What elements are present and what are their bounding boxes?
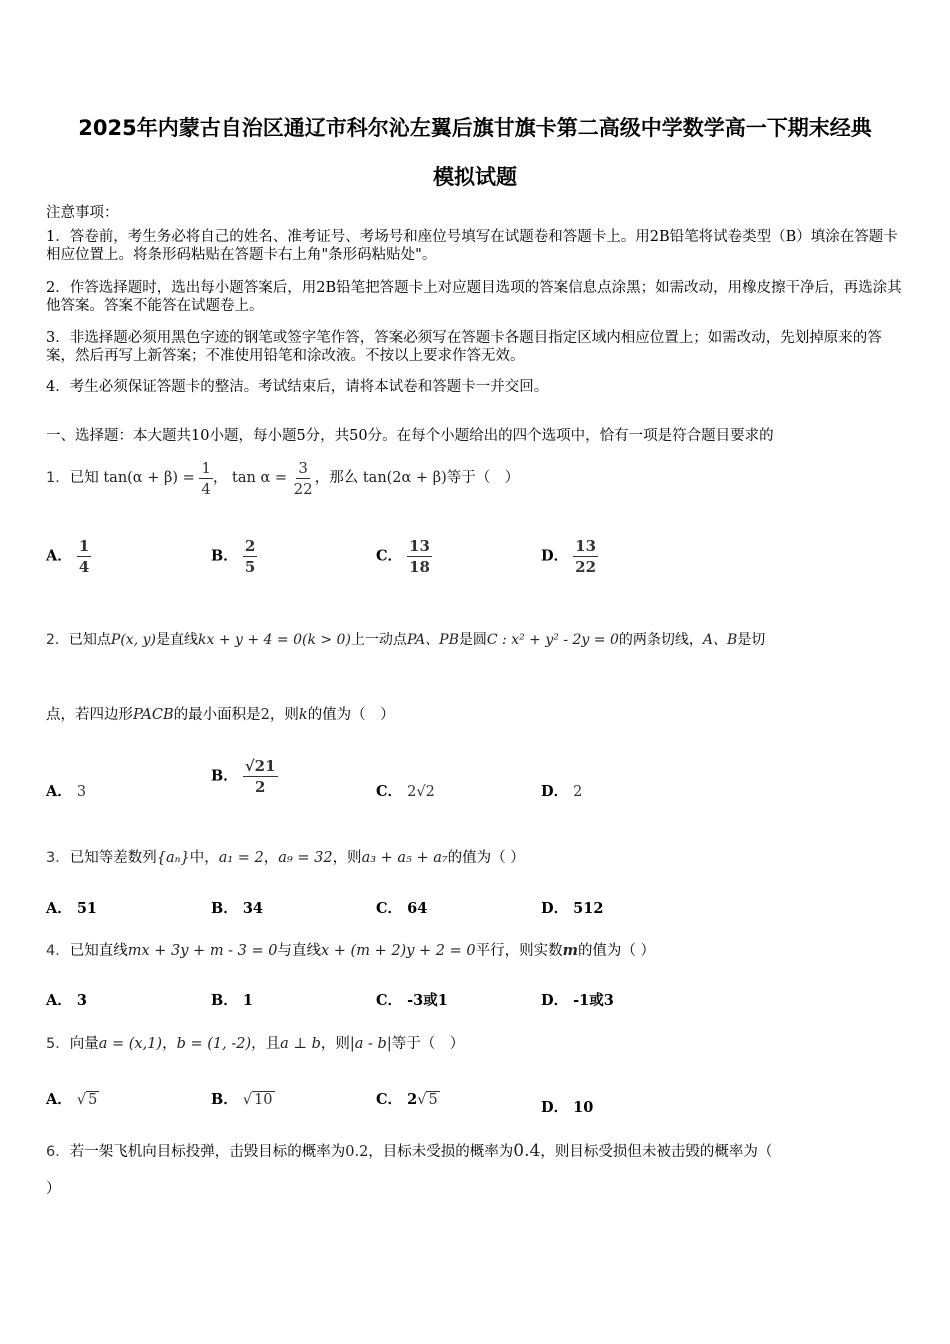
math-expression: mx + 3y + m - 3 = 0 <box>127 943 278 959</box>
math-expression: a ⊥ b <box>280 1036 321 1052</box>
math-expression: tan(2α + β) <box>362 470 447 486</box>
q4-option-d[interactable] <box>541 989 614 1010</box>
fraction-numerator: 13 <box>409 537 430 555</box>
option-value: 2 <box>573 784 583 800</box>
question-text: 的最小面积是 <box>173 707 261 723</box>
question-text: 是直线 <box>155 632 198 648</box>
q3-option-d[interactable] <box>541 897 603 918</box>
question-text: 的值为（ ） <box>447 850 525 866</box>
question-text: 已知直线 <box>69 943 128 959</box>
question-6 <box>46 1142 772 1161</box>
option-value: 512 <box>573 900 604 917</box>
exam-title-line2: 模拟试题 <box>433 165 517 189</box>
q1-option-b[interactable] <box>211 536 257 577</box>
question-text: 与直线 <box>277 943 321 959</box>
notice-item-4: 4．考生必须保证答题卡的整洁。考试结束后，请将本试卷和答题卡一并交回。 <box>46 379 549 395</box>
option-value: -3或1 <box>407 992 448 1009</box>
q4-option-a[interactable] <box>46 989 87 1010</box>
question-text: ，则目标受损但未被击毁的概率为（ <box>540 1144 773 1160</box>
question-text: 的两条切线， <box>618 632 703 648</box>
fraction-denominator: 18 <box>409 558 430 576</box>
fraction <box>77 536 91 577</box>
math-expression: 2 <box>260 707 270 723</box>
fraction <box>292 458 315 499</box>
q1-option-a[interactable] <box>46 536 91 577</box>
fraction-denominator: 22 <box>293 479 313 498</box>
q5-option-c[interactable] <box>376 1088 440 1109</box>
math-expression: a₃ + a₅ + a₇ <box>361 850 448 866</box>
option-letter: A． <box>46 900 72 917</box>
sqrt-symbol: √ <box>76 1092 87 1108</box>
fraction-numerator: √21 <box>244 757 276 775</box>
q2-option-b[interactable] <box>211 756 278 797</box>
fraction-denominator: 22 <box>575 558 597 576</box>
option-value: 10 <box>254 1092 273 1108</box>
math-expression: {aₙ} <box>156 850 190 866</box>
option-letter: C． <box>376 547 403 565</box>
option-letter: D． <box>541 547 569 565</box>
math-expression: k <box>298 707 308 723</box>
math-expression: x + (m + 2)y + 2 = 0 <box>321 943 476 959</box>
option-letter: A． <box>46 783 72 800</box>
question-4 <box>46 942 655 960</box>
question-number: 2． <box>46 632 69 648</box>
question-text: 等于（ ） <box>446 470 520 486</box>
option-value: 10 <box>573 1099 594 1116</box>
question-text: 上一动点 <box>350 632 407 648</box>
math-expression: a₁ = 2 <box>218 850 264 866</box>
option-value: 51 <box>76 900 98 917</box>
q4-option-c[interactable] <box>376 989 448 1010</box>
math-expression: PACB <box>133 707 174 723</box>
option-value: 5 <box>428 1092 438 1108</box>
question-text: 已知点 <box>68 632 111 648</box>
option-letter: C． <box>376 992 403 1009</box>
option-letter: B． <box>211 900 238 917</box>
math-expression: a₉ = 32 <box>278 850 333 866</box>
question-5 <box>46 1035 464 1053</box>
q3-option-b[interactable] <box>211 897 263 918</box>
option-value: 3 <box>76 784 87 800</box>
sqrt-symbol: √ <box>242 1092 253 1108</box>
math-expression: m <box>562 942 578 959</box>
option-value: 2√2 <box>407 784 435 800</box>
question-number: 5． <box>46 1036 70 1052</box>
fraction-denominator: 4 <box>201 479 211 498</box>
math-expression: a = (x,1) <box>98 1036 163 1052</box>
option-letter: A． <box>46 1091 72 1108</box>
fraction <box>243 756 278 797</box>
question-number: 6． <box>46 1144 70 1160</box>
question-6-line2: ） <box>46 1181 61 1197</box>
option-value: 3 <box>76 992 87 1009</box>
math-expression: tan α = <box>232 470 288 486</box>
notice-item-3: 3．非选择题必须用黑色字迹的钢笔或签字笔作答，答案必须写在答题卡各题目指定区域内相应位置上；如需改动，先划掉原来的答案，然后再写上新答案；不准使用铅笔和涂改液。不按以上要求作答无效。 <box>46 330 882 364</box>
sqrt-symbol: √ <box>417 1092 427 1108</box>
option-value: 1 <box>242 992 253 1009</box>
option-letter: D． <box>541 1099 569 1116</box>
option-coefficient: 2 <box>407 1091 418 1108</box>
question-number: 4． <box>46 943 70 959</box>
option-letter: B． <box>211 767 238 785</box>
question-text: 向量 <box>69 1036 99 1052</box>
question-2-line2 <box>46 706 395 724</box>
exam-title-line1: 2025年内蒙古自治区通辽市科尔沁左翼后旗甘旗卡第二高级中学数学高一下期末经典 <box>78 116 872 140</box>
fraction <box>407 536 432 577</box>
question-text: 的值为（ ） <box>307 707 395 723</box>
q1-option-c[interactable] <box>376 536 432 577</box>
math-expression: C : x² + y² - 2y = 0 <box>486 632 619 648</box>
section-heading: 一、选择题：本大题共10小题，每小题5分，共50分。在每个小题给出的四个选项中，恰有一项是符合题目要求的 <box>46 428 774 444</box>
math-expression: b = (1, -2) <box>176 1036 252 1052</box>
option-value: 64 <box>407 900 428 917</box>
math-expression: tan(α + β) = <box>103 470 195 486</box>
fraction <box>243 536 257 577</box>
option-value: -1或3 <box>573 992 614 1009</box>
math-expression: P(x, y) <box>110 632 156 648</box>
fraction-numerator: 1 <box>78 537 90 555</box>
question-1 <box>46 456 519 500</box>
fraction-numerator: 3 <box>298 458 308 477</box>
question-text: ，则 <box>332 850 362 866</box>
question-text: 中， <box>189 850 219 866</box>
question-text: 平行，则实数 <box>475 943 563 959</box>
q5-option-b[interactable] <box>211 1088 275 1109</box>
question-text: 是圆 <box>458 632 487 648</box>
question-text: 若一架飞机向目标投弹，击毁目标的概率为 <box>69 1144 346 1160</box>
fraction-numerator: 13 <box>575 537 597 555</box>
option-value: 5 <box>88 1092 98 1108</box>
fraction-denominator: 4 <box>78 558 90 576</box>
notice-item-2: 2．作答选择题时，选出每小题答案后，用2B铅笔把答题卡上对应题目选项的答案信息点涂黑；如需改动，用橡皮擦干净后，再选涂其他答案。答案不能答在试题卷上。 <box>46 280 902 314</box>
question-3 <box>46 849 525 867</box>
question-text: ，则 <box>269 707 299 723</box>
question-text: ，且 <box>251 1036 281 1052</box>
option-letter: C． <box>376 783 403 800</box>
question-text: ，目标未受损的概率为 <box>368 1144 514 1160</box>
option-letter: C． <box>376 1091 403 1108</box>
option-letter: B． <box>211 1091 238 1108</box>
q2-option-c[interactable] <box>376 780 435 801</box>
option-letter: D． <box>541 992 569 1009</box>
option-letter: B． <box>211 992 238 1009</box>
fraction-numerator: 1 <box>201 458 211 477</box>
option-value: 34 <box>242 900 264 917</box>
math-expression: 0.4 <box>513 1141 541 1161</box>
q1-option-d[interactable] <box>541 536 598 577</box>
question-text: 已知等差数列 <box>69 850 157 866</box>
fraction-denominator: 5 <box>244 558 256 576</box>
q4-option-b[interactable] <box>211 989 253 1010</box>
option-letter: D． <box>541 900 569 917</box>
question-text: 等于（ ） <box>391 1036 465 1052</box>
fraction <box>199 458 213 499</box>
notice-item-1: 1．答卷前，考生务必将自己的姓名、准考证号、考场号和座位号填写在试题卷和答题卡上。用2B铅笔将试卷类型（B）填涂在答题卡相应位置上。将条形码粘贴在答题卡右上角"条形码粘贴处"。 <box>46 229 898 263</box>
math-expression: A、B <box>702 632 738 648</box>
fraction <box>573 536 598 577</box>
option-letter: A． <box>46 547 72 565</box>
fraction-numerator: 2 <box>244 537 256 555</box>
q2-option-a[interactable] <box>46 780 86 801</box>
question-number: 3． <box>46 850 70 866</box>
question-text: ，那么 <box>314 470 359 486</box>
math-expression: |a - b| <box>349 1036 392 1052</box>
question-text: ， <box>263 850 279 866</box>
question-text: 的值为（ ） <box>577 943 656 959</box>
q5-option-d[interactable] <box>541 1096 593 1117</box>
option-letter: B． <box>211 547 238 565</box>
question-text: ， <box>162 1036 177 1052</box>
option-letter: C． <box>376 900 403 917</box>
question-text: 点，若四边形 <box>46 707 133 723</box>
question-text: ，则 <box>320 1036 350 1052</box>
math-expression: PA、PB <box>406 632 459 648</box>
math-expression: kx + y + 4 = 0(k > 0) <box>197 632 351 648</box>
option-letter: A． <box>46 992 72 1009</box>
math-expression: 0.2 <box>345 1144 369 1160</box>
question-text: 已知 <box>69 470 99 486</box>
q3-option-c[interactable] <box>376 897 427 918</box>
q2-option-d[interactable] <box>541 780 582 801</box>
question-text: 是切 <box>737 632 766 648</box>
q5-option-a[interactable] <box>46 1088 99 1109</box>
option-letter: D． <box>541 783 569 800</box>
q3-option-a[interactable] <box>46 897 97 918</box>
notice-heading: 注意事项： <box>46 205 119 221</box>
fraction-denominator: 2 <box>254 778 266 796</box>
question-number: 1． <box>46 470 70 486</box>
question-text: ， <box>212 470 228 486</box>
question-2-line1 <box>46 631 765 649</box>
